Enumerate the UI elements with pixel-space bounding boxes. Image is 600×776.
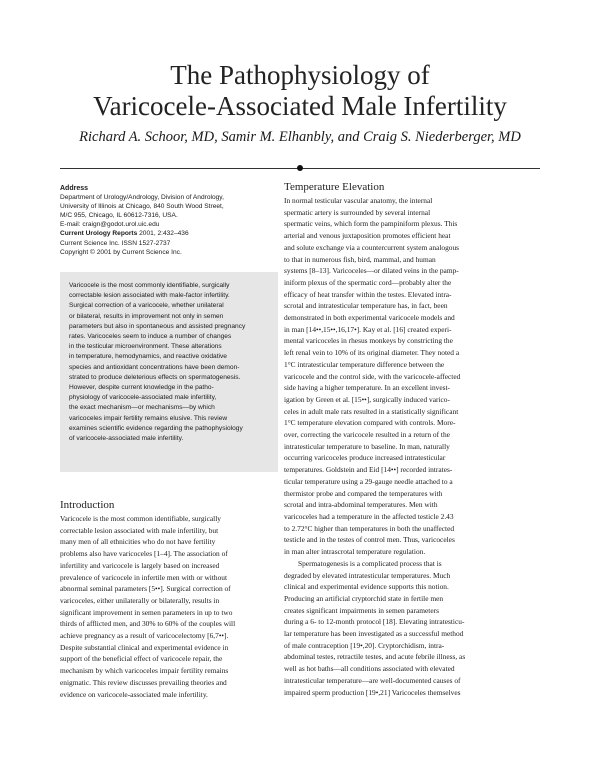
text-line: in man [14••,15••,16,17•]. Kay et al. [16] created experi- — [284, 324, 452, 334]
text-line: or bilateral, results in improvement not only in semen — [69, 312, 224, 320]
text-line: many men of all ethnicities who do not have fertility — [60, 537, 216, 547]
divider-dot-icon — [297, 165, 303, 171]
text-line: in man alter intrascrotal temperature regulation. — [284, 547, 426, 557]
text-line: the exact mechanism—or mechanisms—by which — [69, 404, 215, 412]
text-line: problems also have varicoceles [1–4]. The association of — [60, 549, 228, 559]
address-block — [60, 184, 280, 257]
journal-info: 2001, 2:432–436 — [137, 230, 189, 238]
text-line: well as hot baths—all conditions associated with elevated — [284, 664, 455, 674]
text-line: Spermatogenesis is a complicated process that is — [298, 558, 442, 568]
text-line: strated to produce deleterious effects on spermatogenesis. — [69, 373, 241, 381]
text-line: degraded by elevated intratesticular temperatures. Much — [284, 570, 451, 580]
journal-citation — [60, 229, 280, 238]
text-line: varicoceles, either unilaterally or bilaterally, results in — [60, 595, 220, 605]
introduction-heading: Introduction — [60, 499, 115, 511]
text-line: correctable lesion associated with male-factor infertility. — [69, 292, 230, 300]
text-line: in the testicular microenvironment. These alterations — [69, 343, 222, 351]
text-line: Producing an artificial cryptorchid state in fertile men — [284, 593, 444, 603]
text-line: evidence on varicocele-associated male infertility. — [60, 689, 208, 699]
text-line: enigmatic. This review discusses prevailing theories and — [60, 677, 227, 687]
text-line: 1°C intratesticular temperature difference between the — [284, 359, 445, 369]
text-line: to 2.72°C higher than temperatures in both the unaffected — [284, 523, 455, 533]
text-line: varicocele and the control side, with the varicocele-affected — [284, 371, 461, 381]
text-line: abnormal seminal parameters [5••]. Surgical correction of — [60, 584, 231, 594]
issn-line: Current Science Inc. ISSN 1527-2737 — [60, 239, 171, 247]
address-label: Address — [60, 185, 89, 192]
text-line: Despite substantial clinical and experimental evidence in — [60, 642, 229, 652]
text-line: occurring varicoceles produce increased intratesticular — [284, 453, 446, 463]
text-line: correctable lesion associated with male infertility, but — [60, 525, 219, 535]
text-line: abdominal testes, retractile testes, and acute febrile illness, as — [284, 652, 466, 662]
text-line: mental varicoceles in rhesus monkeys by constricting the — [284, 336, 453, 346]
text-line: left renal vein to 10% of its original diameter. They noted a — [284, 348, 460, 358]
title-line-2: Varicocele-Associated Male Infertility — [93, 91, 507, 121]
text-line: iniform plexus of the spermatic cord—probably alter the — [284, 277, 452, 287]
text-line: of varicocele-associated male infertility. — [69, 435, 184, 443]
text-line: lar temperature has been investigated as a successful method — [284, 629, 464, 639]
text-line: of male contraception [19•,20]. Cryptorchidism, intra- — [284, 640, 445, 650]
article-title — [40, 60, 560, 122]
text-line: mechanism by which varicoceles impair fertility remains — [60, 666, 229, 676]
text-line: Varicocele is the most common identifiable, surgically — [60, 514, 221, 523]
text-line: examines scientific evidence regarding the pathophysiology — [69, 424, 243, 432]
text-line: demonstrated in both experimental varicocele models and — [284, 313, 455, 323]
abstract-box — [60, 272, 278, 472]
text-line: intratesticular temperature—are well-documented causes of — [284, 675, 461, 685]
text-line: rates. Varicoceles seem to induce a number of changes — [69, 333, 232, 341]
text-line: species and antioxidant concentrations have been demon- — [69, 363, 240, 371]
text-line: In normal testicular vascular anatomy, the internal — [284, 196, 433, 205]
text-line: support of the beneficial effect of varicocele repair, the — [60, 654, 223, 664]
text-line: thermistor probe and compared the temperatures with — [284, 488, 443, 498]
address-line: University of Illinois at Chicago, 840 South Wood Street, — [60, 203, 224, 211]
text-line: spermatic artery is surrounded by several internal — [284, 207, 431, 217]
text-line: However, despite current knowledge in the patho- — [69, 384, 214, 392]
text-line: physiology of varicocele-associated male infertility, — [69, 394, 217, 402]
author-list: Richard A. Schoor, MD, Samir M. Elhanbly, and Craig S. Niederberger, MD — [79, 129, 521, 145]
text-line: scrotal and intra-abdominal temperatures. Men with — [284, 500, 438, 510]
text-line: and solute exchange via a countercurrent system analogous — [284, 242, 460, 252]
text-line: 1°C temperature elevation compared with controls. More- — [284, 418, 456, 428]
text-line: ticular temperature using a 29-gauge needle attached to a — [284, 476, 453, 486]
text-line: testicle and in the testes of control men. Thus, varicoceles — [284, 535, 455, 545]
text-line: achieve pregnancy as a result of varicocelectomy [6,7••]. — [60, 631, 229, 641]
text-line: during a 6- to 12-month protocol [18]. Elevating intratesticu- — [284, 617, 465, 627]
text-line: clinical and experimental evidence supports this notion. — [284, 582, 449, 592]
text-line: temperatures. Goldstein and Eid [14••] recorded intrates- — [284, 465, 453, 475]
text-line: to that in numerous fish, bird, mammal, and human — [284, 254, 436, 264]
text-line: in temperature, hemodynamics, and reactive oxidative — [69, 353, 227, 361]
text-line: side having a higher temperature. In an excellent invest- — [284, 383, 451, 393]
text-line: intratesticular temperature to baseline. In man, naturally — [284, 441, 450, 451]
temperature-body — [284, 195, 546, 698]
text-line: igation by Green et al. [15••], surgically induced varico- — [284, 394, 450, 404]
text-line: celes in adult male rats resulted in a statistically significant — [284, 406, 459, 416]
title-line-1: The Pathophysiology of — [170, 60, 430, 90]
copyright-line: Copyright © 2001 by Current Science Inc. — [60, 248, 182, 256]
text-line: systems [8–13]. Varicoceles—or dilated veins in the pamp- — [284, 266, 459, 276]
text-line: over, correcting the varicocele resulted in a return of the — [284, 430, 450, 440]
journal-name: Current Urology Reports — [60, 230, 138, 238]
text-line: infertility and varicocele is largely based on increased — [60, 560, 220, 570]
text-line: thirds of afflicted men, and 30% to 60% of the couples will — [60, 619, 236, 629]
text-line: Surgical correction of a varicocele, whether unilateral — [69, 302, 224, 310]
text-line: spermatic veins, which form the pampiniform plexus. This — [284, 219, 458, 229]
text-line: significant improvement in semen parameters in up to two — [60, 607, 233, 617]
text-line: Varicocele is the most commonly identifiable, surgically — [69, 282, 230, 289]
temperature-heading: Temperature Elevation — [284, 181, 385, 193]
introduction-body — [60, 513, 285, 700]
text-line: parameters but also in spontaneous and assisted pregnancy — [69, 322, 246, 330]
text-line: creates significant impairments in semen parameters — [284, 605, 439, 615]
text-line: impaired sperm production [19•,21] Varicoceles themselves — [284, 687, 461, 697]
text-line: scrotal and intratesticular temperature has, in fact, been — [284, 301, 448, 311]
address-line: Department of Urology/Andrology, Division of Andrology, — [60, 194, 224, 202]
text-line: prevalence of varicocele in infertile men with or without — [60, 572, 228, 582]
text-line: efficacy of heat transfer within the testes. Elevated intra- — [284, 289, 452, 299]
text-line: varicoceles impair fertility remains elusive. This review — [69, 414, 228, 422]
text-line: varicoceles had a temperature in the affected testicle 2.43 — [284, 511, 454, 521]
text-line: arterial and venous juxtaposition promotes efficient heat — [284, 231, 451, 241]
email-line: E-mail: craign@godot.urol.uic.edu — [60, 221, 160, 229]
address-line: M/C 955, Chicago, IL 60612-7316, USA. — [60, 212, 178, 220]
